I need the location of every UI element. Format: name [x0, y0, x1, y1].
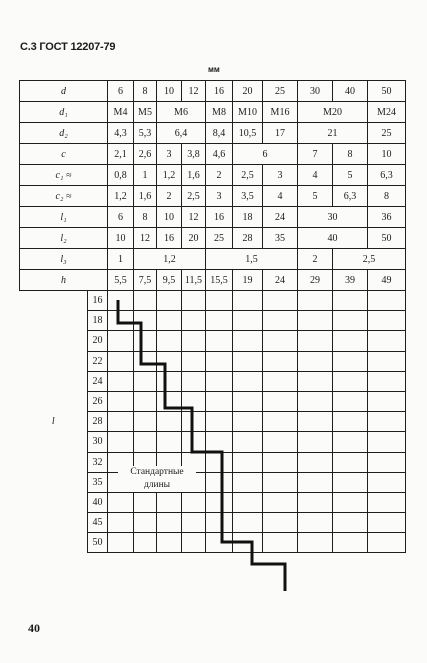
value-cell: 17	[263, 123, 298, 144]
grid-cell	[233, 432, 263, 452]
value-cell: 0,8	[108, 165, 134, 186]
grid-cell	[368, 291, 406, 311]
grid-cell	[368, 412, 406, 432]
value-cell: 40	[333, 81, 368, 102]
grid-cell	[333, 513, 368, 533]
grid-cell	[298, 472, 333, 492]
length-value: 45	[88, 513, 108, 533]
grid-cell	[134, 533, 157, 553]
value-cell: 10	[157, 81, 182, 102]
grid-cell	[263, 432, 298, 452]
value-cell: 24	[263, 207, 298, 228]
grid-cell	[233, 452, 263, 472]
grid-cell	[233, 351, 263, 371]
grid-cell	[134, 412, 157, 432]
value-cell: 30	[298, 81, 333, 102]
value-cell: M6	[157, 102, 206, 123]
value-cell: 3,5	[233, 186, 263, 207]
spec-row	[20, 228, 406, 249]
value-cell: 50	[368, 228, 406, 249]
param-label: l₁	[20, 207, 108, 228]
grid-cell	[206, 432, 233, 452]
param-label: d₁	[20, 102, 108, 123]
grid-cell	[368, 371, 406, 391]
value-cell: 10	[157, 207, 182, 228]
spec-row	[20, 123, 406, 144]
value-cell: 24	[263, 270, 298, 291]
grid-cell	[368, 432, 406, 452]
param-label: c₂ ≈	[20, 186, 108, 207]
grid-cell	[206, 513, 233, 533]
grid-cell	[182, 513, 206, 533]
value-cell: 40	[298, 228, 368, 249]
value-cell: 2,5	[333, 249, 406, 270]
grid-cell	[182, 311, 206, 331]
param-label: c	[20, 144, 108, 165]
grid-cell	[263, 331, 298, 351]
grid-cell	[206, 311, 233, 331]
spec-row	[20, 81, 406, 102]
length-value: 30	[88, 432, 108, 452]
param-label: d₂	[20, 123, 108, 144]
grid-cell	[298, 331, 333, 351]
value-cell: M8	[206, 102, 233, 123]
grid-cell	[298, 291, 333, 311]
length-value: 26	[88, 391, 108, 411]
page-number: 40	[28, 621, 40, 635]
value-cell: M20	[298, 102, 368, 123]
value-cell: 6	[108, 207, 134, 228]
value-cell: 20	[182, 228, 206, 249]
spec-row	[20, 102, 406, 123]
grid-cell	[157, 331, 182, 351]
value-cell: 16	[206, 207, 233, 228]
grid-cell	[108, 533, 134, 553]
grid-cell	[298, 391, 333, 411]
param-label: c₁ ≈	[20, 165, 108, 186]
grid-cell	[263, 492, 298, 512]
grid-cell	[263, 391, 298, 411]
grid-cell	[108, 412, 134, 432]
grid-cell	[263, 412, 298, 432]
grid-cell	[182, 492, 206, 512]
grid-cell	[263, 351, 298, 371]
grid-cell	[157, 432, 182, 452]
grid-cell	[368, 513, 406, 533]
grid-cell	[333, 331, 368, 351]
length-param-label: l	[20, 291, 88, 553]
value-cell: M5	[134, 102, 157, 123]
grid-cell	[333, 533, 368, 553]
value-cell: M24	[368, 102, 406, 123]
grid-cell	[368, 311, 406, 331]
value-cell: 16	[157, 228, 182, 249]
grid-cell	[182, 371, 206, 391]
grid-cell	[263, 533, 298, 553]
grid-cell	[333, 291, 368, 311]
grid-cell	[206, 351, 233, 371]
grid-cell	[263, 472, 298, 492]
value-cell: 8	[134, 81, 157, 102]
value-cell: 7	[298, 144, 333, 165]
grid-cell	[108, 391, 134, 411]
value-cell: 1	[134, 165, 157, 186]
grid-cell	[263, 513, 298, 533]
grid-cell	[157, 533, 182, 553]
value-cell: 1,2	[108, 186, 134, 207]
grid-cell	[206, 412, 233, 432]
value-cell: 25	[206, 228, 233, 249]
grid-cell	[333, 311, 368, 331]
value-cell: 8	[368, 186, 406, 207]
value-cell: M16	[263, 102, 298, 123]
grid-cell	[333, 351, 368, 371]
grid-cell	[298, 492, 333, 512]
value-cell: 19	[233, 270, 263, 291]
param-label: l₃	[20, 249, 108, 270]
grid-cell	[134, 331, 157, 351]
value-cell: 10	[108, 228, 134, 249]
value-cell: 1,6	[134, 186, 157, 207]
value-cell: 2	[298, 249, 333, 270]
length-value: 18	[88, 311, 108, 331]
grid-cell	[298, 311, 333, 331]
value-cell: 5,5	[108, 270, 134, 291]
value-cell: 3	[206, 186, 233, 207]
grid-cell	[206, 291, 233, 311]
unit-label: мм	[208, 65, 220, 74]
value-cell: 1,2	[157, 165, 182, 186]
length-value: 22	[88, 351, 108, 371]
length-value: 24	[88, 371, 108, 391]
value-cell: 29	[298, 270, 333, 291]
grid-cell	[233, 472, 263, 492]
grid-cell	[157, 412, 182, 432]
grid-cell	[368, 351, 406, 371]
value-cell: 2,1	[108, 144, 134, 165]
value-cell: 8	[134, 207, 157, 228]
grid-cell	[108, 371, 134, 391]
value-cell: 3	[157, 144, 182, 165]
grid-cell	[298, 533, 333, 553]
grid-cell	[134, 311, 157, 331]
grid-cell	[182, 432, 206, 452]
value-cell: 7,5	[134, 270, 157, 291]
grid-cell	[134, 432, 157, 452]
grid-cell	[263, 371, 298, 391]
grid-cell	[134, 371, 157, 391]
grid-cell	[206, 533, 233, 553]
spec-row	[20, 207, 406, 228]
grid-cell	[108, 311, 134, 331]
value-cell: 25	[368, 123, 406, 144]
length-value: 16	[88, 291, 108, 311]
value-cell: 8	[333, 144, 368, 165]
value-cell: 6,3	[333, 186, 368, 207]
param-label: d	[20, 81, 108, 102]
value-cell: 50	[368, 81, 406, 102]
grid-cell	[333, 452, 368, 472]
grid-cell	[157, 371, 182, 391]
grid-cell	[108, 492, 134, 512]
grid-cell	[233, 533, 263, 553]
value-cell: 5	[298, 186, 333, 207]
grid-cell	[333, 391, 368, 411]
value-cell: 35	[263, 228, 298, 249]
value-cell: 1	[108, 249, 134, 270]
value-cell: 21	[298, 123, 368, 144]
value-cell: 6	[108, 81, 134, 102]
value-cell: 18	[233, 207, 263, 228]
document-header: С.3 ГОСТ 12207-79	[20, 41, 116, 53]
value-cell: 49	[368, 270, 406, 291]
value-cell: 1,2	[134, 249, 206, 270]
grid-cell	[206, 371, 233, 391]
standard-lengths-label: Стандартные длины	[118, 466, 196, 492]
length-value: 20	[88, 331, 108, 351]
grid-cell	[298, 432, 333, 452]
length-value: 28	[88, 412, 108, 432]
grid-cell	[233, 391, 263, 411]
value-cell: 10	[368, 144, 406, 165]
grid-cell	[206, 472, 233, 492]
grid-cell	[333, 432, 368, 452]
value-cell: 2,5	[182, 186, 206, 207]
grid-cell	[233, 291, 263, 311]
grid-cell	[134, 492, 157, 512]
value-cell: 2	[206, 165, 233, 186]
value-cell: 9,5	[157, 270, 182, 291]
spec-row	[20, 186, 406, 207]
value-cell: 2,5	[233, 165, 263, 186]
grid-cell	[298, 351, 333, 371]
value-cell: 5,3	[134, 123, 157, 144]
value-cell: 25	[263, 81, 298, 102]
grid-cell	[233, 513, 263, 533]
value-cell: 2,6	[134, 144, 157, 165]
grid-cell	[233, 331, 263, 351]
grid-cell	[298, 412, 333, 432]
value-cell: 11,5	[182, 270, 206, 291]
grid-cell	[333, 371, 368, 391]
grid-cell	[108, 432, 134, 452]
value-cell: 5	[333, 165, 368, 186]
grid-cell	[333, 492, 368, 512]
grid-cell	[368, 452, 406, 472]
grid-cell	[157, 311, 182, 331]
length-value: 50	[88, 533, 108, 553]
grid-cell	[134, 351, 157, 371]
spec-row	[20, 270, 406, 291]
grid-cell	[368, 533, 406, 553]
spec-row	[20, 249, 406, 270]
value-cell: 1,5	[206, 249, 298, 270]
grid-cell	[108, 331, 134, 351]
grid-cell	[263, 452, 298, 472]
grid-cell	[108, 291, 134, 311]
grid-cell	[368, 391, 406, 411]
grid-cell	[182, 351, 206, 371]
length-value: 35	[88, 472, 108, 492]
value-cell: 8,4	[206, 123, 233, 144]
grid-cell	[157, 492, 182, 512]
grid-cell	[108, 513, 134, 533]
value-cell: 30	[298, 207, 368, 228]
grid-cell	[157, 391, 182, 411]
value-cell: 12	[182, 207, 206, 228]
grid-cell	[233, 492, 263, 512]
length-value: 32	[88, 452, 108, 472]
grid-cell	[368, 472, 406, 492]
grid-cell	[206, 331, 233, 351]
value-cell: 6,4	[157, 123, 206, 144]
grid-cell	[298, 371, 333, 391]
grid-cell	[182, 291, 206, 311]
grid-cell	[206, 452, 233, 472]
value-cell: 4	[263, 186, 298, 207]
value-cell: 2	[157, 186, 182, 207]
value-cell: 3,8	[182, 144, 206, 165]
value-cell: 15,5	[206, 270, 233, 291]
value-cell: 4,6	[206, 144, 233, 165]
grid-cell	[206, 391, 233, 411]
value-cell: 36	[368, 207, 406, 228]
grid-cell	[134, 513, 157, 533]
grid-cell	[206, 492, 233, 512]
value-cell: 16	[206, 81, 233, 102]
grid-cell	[108, 351, 134, 371]
grid-cell	[157, 513, 182, 533]
grid-cell	[157, 291, 182, 311]
grid-cell	[182, 391, 206, 411]
value-cell: 12	[182, 81, 206, 102]
length-row	[20, 291, 406, 311]
value-cell: 6,3	[368, 165, 406, 186]
spec-row	[20, 165, 406, 186]
value-cell: 1,6	[182, 165, 206, 186]
value-cell: 39	[333, 270, 368, 291]
grid-cell	[182, 331, 206, 351]
value-cell: 12	[134, 228, 157, 249]
value-cell: 10,5	[233, 123, 263, 144]
grid-cell	[368, 331, 406, 351]
grid-cell	[333, 472, 368, 492]
grid-cell	[134, 391, 157, 411]
grid-cell	[233, 371, 263, 391]
spec-row	[20, 144, 406, 165]
grid-cell	[333, 412, 368, 432]
length-value: 40	[88, 492, 108, 512]
grid-cell	[298, 452, 333, 472]
grid-cell	[182, 533, 206, 553]
grid-cell	[298, 513, 333, 533]
param-label: l₂	[20, 228, 108, 249]
grid-cell	[233, 311, 263, 331]
value-cell: 3	[263, 165, 298, 186]
dimensions-table	[19, 80, 406, 553]
value-cell: 4,3	[108, 123, 134, 144]
grid-cell	[182, 412, 206, 432]
grid-cell	[263, 291, 298, 311]
value-cell: 4	[298, 165, 333, 186]
grid-cell	[368, 492, 406, 512]
value-cell: 20	[233, 81, 263, 102]
grid-cell	[263, 311, 298, 331]
grid-cell	[157, 351, 182, 371]
grid-cell	[134, 291, 157, 311]
value-cell: M10	[233, 102, 263, 123]
grid-cell	[233, 412, 263, 432]
value-cell: M4	[108, 102, 134, 123]
param-label: h	[20, 270, 108, 291]
value-cell: 28	[233, 228, 263, 249]
value-cell: 6	[233, 144, 298, 165]
